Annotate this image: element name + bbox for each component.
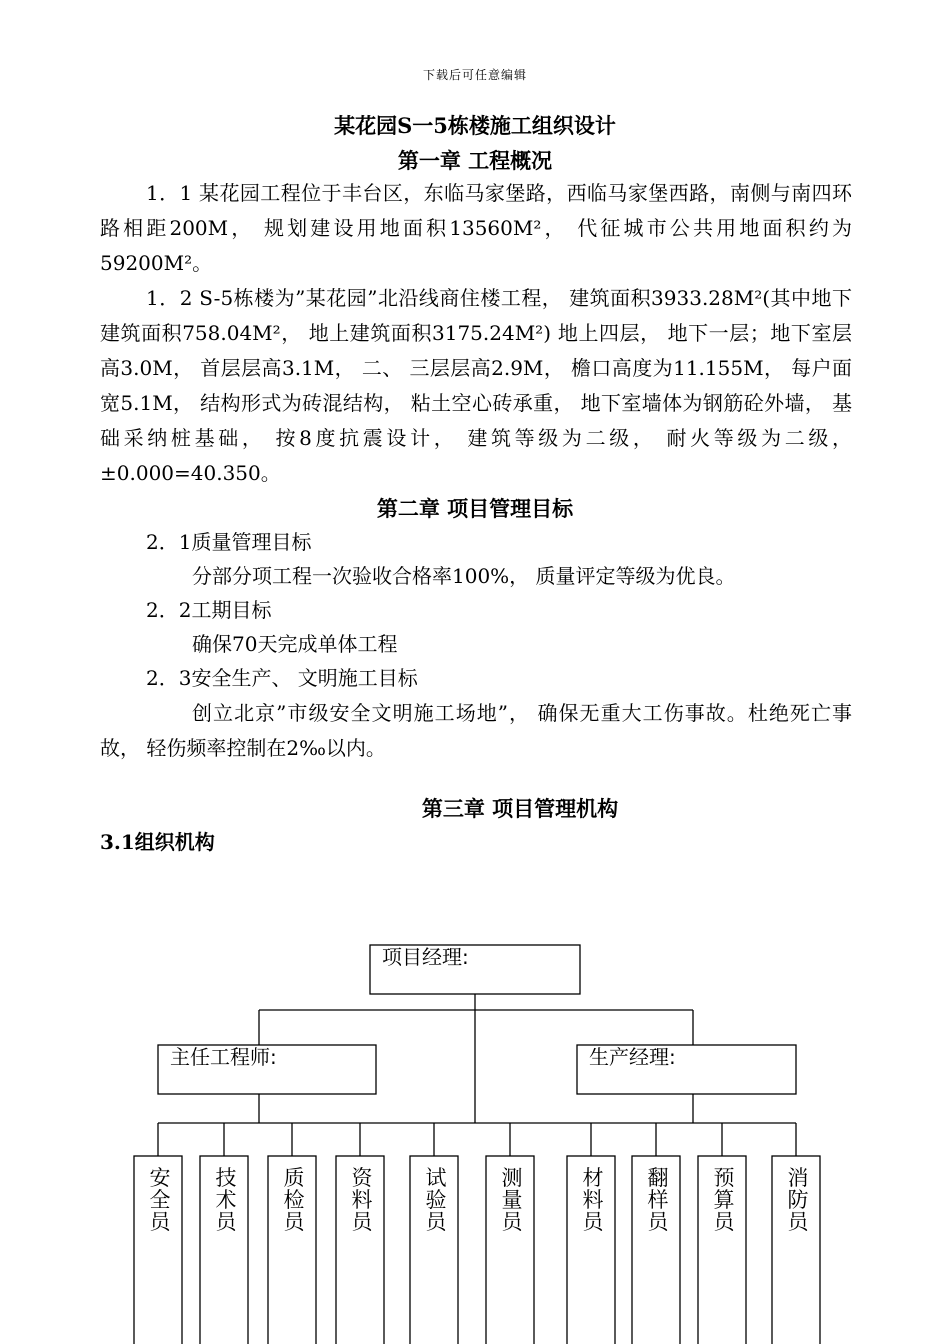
header-note: 下载后可任意编辑 <box>422 68 527 82</box>
production-manager-label: 生产经理: <box>589 1045 676 1069</box>
section-3-1-heading: 3.1组织机构 <box>100 830 215 854</box>
staff-label: 预 算 员 <box>713 1166 735 1234</box>
staff-label: 技 术 员 <box>215 1166 237 1234</box>
project-manager-label: 项目经理: <box>382 945 469 969</box>
staff-label: 翻 样 员 <box>647 1166 669 1234</box>
chapter-2-heading: 第二章 项目管理目标 <box>376 496 574 521</box>
staff-label: 测 量 员 <box>501 1166 523 1234</box>
paragraph-1-2: 1．2 S-5栋楼为”某花园”北沿线商住楼工程， 建筑面积3933.28M²(其中地下建筑面积758.04M²， 地上建筑面积3175.24M²) 地上四层， 地下一层；地下室层高3.0M， 首层层高3.1M， 二、 三层层高2.9M， 檐口高度为11.155M， 每户面宽5.1M， 结构形式为砖混结构， 粘土空心砖承重， 地下室墙体为钢筋砼外墙， 基础采纳桩基础， 按8度抗震设计， 建筑等级为二级， 耐火等级为二级， ±0.000=40.350。 <box>100 286 852 485</box>
staff-label: 材 料 员 <box>582 1166 604 1234</box>
staff-label: 资 料 员 <box>351 1166 373 1234</box>
staff-label: 安 全 员 <box>149 1166 171 1234</box>
chief-engineer-label: 主任工程师: <box>170 1045 277 1069</box>
section-2-1-heading: 2．1质量管理目标 <box>146 530 312 554</box>
section-2-3-body: 创立北京”市级安全文明施工场地”， 确保无重大工伤事故。杜绝死亡事故， 轻伤频率控制在2‰以内。 <box>100 701 852 760</box>
document-title: 某花园S一5栋楼施工组织设计 <box>334 113 616 138</box>
section-2-2-body: 确保70天完成单体工程 <box>192 632 398 656</box>
chapter-3-heading: 第三章 项目管理机构 <box>421 796 619 821</box>
section-2-1-body: 分部分项工程一次验收合格率100%， 质量评定等级为优良。 <box>192 564 736 588</box>
paragraph-1-1: 1．1 某花园工程位于丰台区，东临马家堡路，西临马家堡西路，南侧与南四环路相距200M， 规划建设用地面积13560M²， 代征城市公共用地面积约为59200M²。 <box>100 181 852 275</box>
staff-label: 质 检 员 <box>283 1166 305 1234</box>
section-2-3-heading: 2．3安全生产、 文明施工目标 <box>146 666 418 690</box>
chapter-1-heading: 第一章 工程概况 <box>397 148 553 173</box>
section-2-2-heading: 2．2工期目标 <box>146 598 272 622</box>
staff-label: 试 验 员 <box>425 1166 447 1234</box>
staff-label: 消 防 员 <box>787 1166 809 1234</box>
